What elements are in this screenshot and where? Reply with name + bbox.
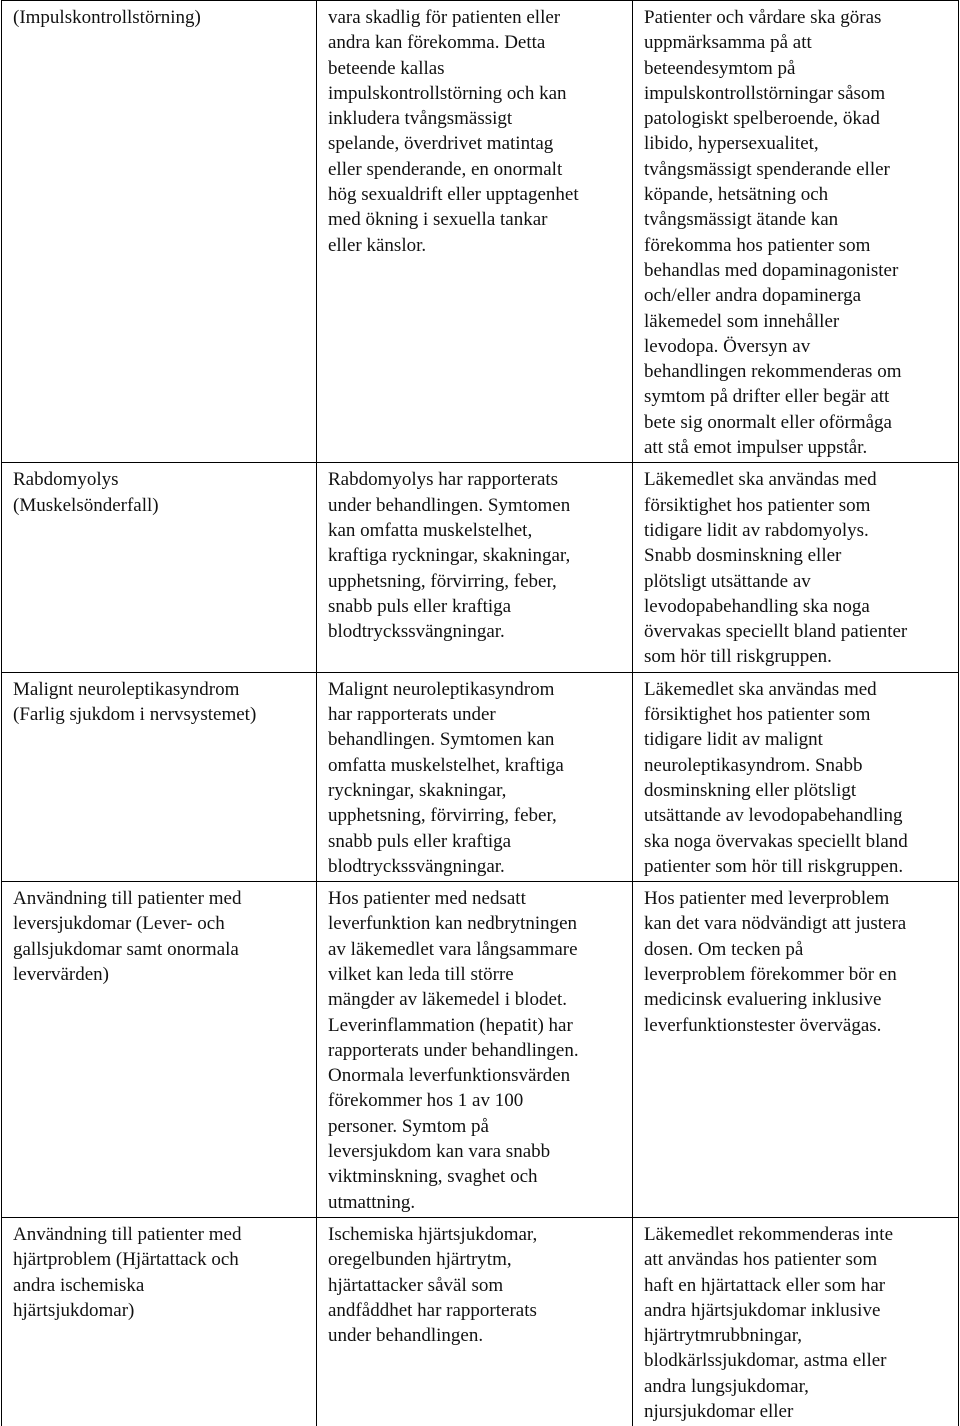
- description-cell: [317, 1, 633, 463]
- condition-text: Malignt neuroleptikasyndrom (Farlig sjukdom i nervsystemet): [13, 678, 257, 726]
- description-cell: [317, 882, 633, 1218]
- recommendation-cell: [633, 1217, 959, 1426]
- description-text: Malignt neuroleptikasyndrom har rapporterats under behandlingen. Symtomen kan omfatta muskelstelhet, kraftiga ryckningar, skakningar, upphetsning, förvirring, feber, snabb puls eller kraftiga blodtryckssvängningar.: [328, 678, 564, 877]
- warnings-table: [1, 0, 959, 1426]
- table-row: [2, 1217, 959, 1426]
- description-cell: [317, 463, 633, 672]
- recommendation-cell: [633, 882, 959, 1218]
- condition-text: Användning till patienter med hjärtproblem (Hjärtattack och andra ischemiska hjärtsjukdomar): [13, 1223, 242, 1321]
- condition-text: (Impulskontrollstörning): [13, 7, 201, 28]
- table-row: [2, 882, 959, 1218]
- description-text: Hos patienter med nedsatt leverfunktion kan nedbrytningen av läkemedlet vara långsammare vilket kan leda till större mängder av läkemedel i blodet. Leverinflammation (hepatit) har rapporterats under behandlingen. Onormala leverfunktionsvärden förekommer hos 1 av 100 personer. Symtom på leversjukdom kan vara snabb viktminskning, svaghet och utmattning.: [328, 888, 579, 1213]
- condition-cell: [2, 672, 317, 881]
- recommendation-text: Patienter och vårdare ska göras uppmärksamma på att beteendesymtom på impulskontrollstörningar såsom patologiskt spelberoende, ökad libido, hypersexualitet, tvångsmässigt spenderande eller köpande, hetsätning och tvångsmässigt ätande kan förekomma hos patienter som behandlas med dopaminagonister och/eller andra dopaminerga läkemedel som innehåller levodopa. Översyn av behandlingen rekommenderas om symtom på drifter eller begär att bete sig onormalt eller oförmåga att stå emot impulser uppstår.: [644, 7, 902, 459]
- table-row: [2, 1, 959, 463]
- recommendation-text: Läkemedlet ska användas med försiktighet hos patienter som tidigare lidit av rabdomyolys. Snabb dosminskning eller plötsligt utsättande av levodopabehandling ska noga övervakas speciellt bland patienter som hör till riskgruppen.: [644, 469, 908, 668]
- condition-text: Rabdomyolys (Muskelsönderfall): [13, 469, 159, 516]
- description-text: Rabdomyolys har rapporterats under behandlingen. Symtomen kan omfatta muskelstelhet, kraftiga ryckningar, skakningar, upphetsning, förvirring, feber, snabb puls eller kraftiga blodtryckssvängningar.: [328, 469, 571, 643]
- recommendation-text: Hos patienter med leverproblem kan det vara nödvändigt att justera dosen. Om tecken på leverproblem förekommer bör en medicinsk evaluering inklusive leverfunktionstester övervägas.: [644, 888, 907, 1036]
- description-cell: [317, 1217, 633, 1426]
- condition-cell: [2, 463, 317, 672]
- description-text: Ischemiska hjärtsjukdomar, oregelbunden hjärtrytm, hjärtattacker såväl som andfåddhet har rapporterats under behandlingen.: [328, 1223, 538, 1347]
- description-cell: [317, 672, 633, 881]
- condition-text: Användning till patienter med leversjukdomar (Lever- och gallsjukdomar samt onormala levervärden): [13, 888, 242, 985]
- condition-cell: [2, 1217, 317, 1426]
- recommendation-text: Läkemedlet ska användas med försiktighet hos patienter som tidigare lidit av malignt neuroleptikasyndrom. Snabb dosminskning eller plötsligt utsättande av levodopabehandling ska noga övervakas speciellt bland patienter som hör till riskgruppen.: [644, 678, 908, 877]
- recommendation-cell: [633, 672, 959, 881]
- table-row: [2, 672, 959, 881]
- condition-cell: [2, 882, 317, 1218]
- recommendation-cell: [633, 1, 959, 463]
- description-text: vara skadlig för patienten eller andra kan förekomma. Detta beteende kallas impulskontrollstörning och kan inkludera tvångsmässigt spelande, överdrivet matintag eller spenderande, en onormalt hög sexualdrift eller upptagenhet med ökning i sexuella tankar eller känslor.: [328, 7, 579, 256]
- table-row: [2, 463, 959, 672]
- recommendation-cell: [633, 463, 959, 672]
- condition-cell: [2, 1, 317, 463]
- recommendation-text: Läkemedlet rekommenderas inte att användas hos patienter som haft en hjärtattack eller som har andra hjärtsjukdomar inklusive hjärtrytmrubbningar, blodkärlssjukdomar, astma eller andra lungsjukdomar, njursjukdomar eller: [644, 1223, 894, 1423]
